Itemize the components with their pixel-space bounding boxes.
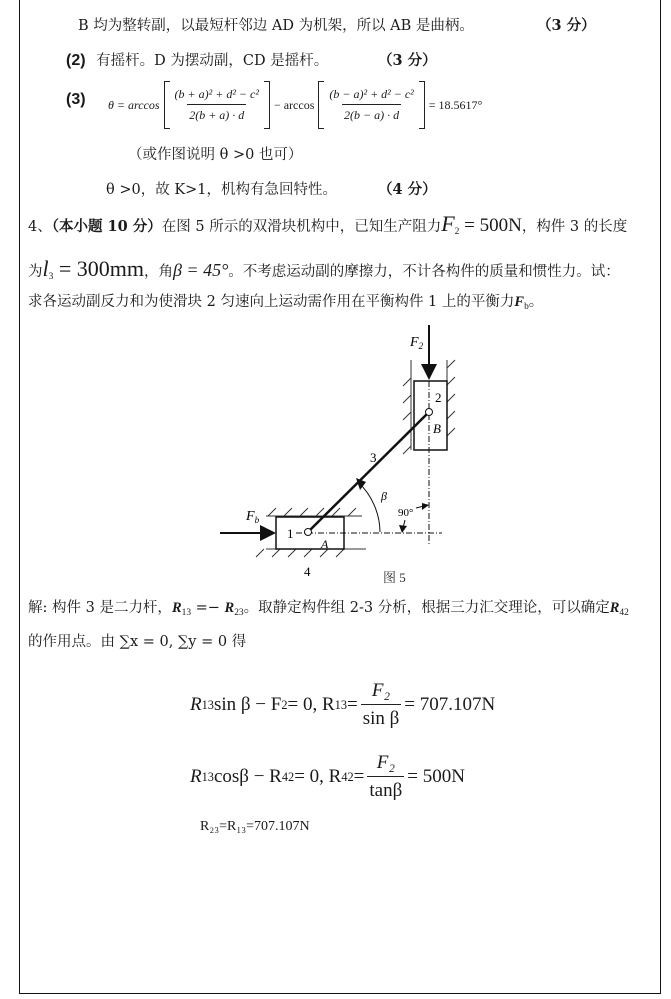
problem4-line3 <box>28 292 543 317</box>
solution-text: 。取静定构件组 2-3 分析，根据三力汇交理论，可以确定 <box>243 600 610 616</box>
reaction-r13: R <box>171 600 182 616</box>
solution-text: 解: 构件 3 是二力杆， <box>28 600 172 616</box>
label-slider-2: 2 <box>435 390 442 405</box>
joint-b <box>426 409 433 416</box>
bracket-left <box>164 81 170 129</box>
force-fb: F <box>514 294 525 310</box>
denominator-1: 2(b + a) · d <box>187 104 246 123</box>
problem-text: ，构件 3 的长度 <box>521 219 628 235</box>
fraction-1 <box>173 87 261 123</box>
theta-arccos: θ = arccos <box>108 97 160 112</box>
label-point-b: B <box>433 421 441 436</box>
eq-term: = 0, R <box>294 766 342 787</box>
text-line-rocker <box>66 51 328 71</box>
label-slider-1: 1 <box>287 526 294 541</box>
equation-1 <box>190 680 495 730</box>
reaction-r42: R <box>609 600 620 616</box>
problem-text: 。不考虑运动副的摩擦力，不计各构件的质量和惯性力。试： <box>228 264 620 280</box>
solution-line2: 的作用点。由 ∑x = 0, ∑y = 0 得 <box>28 634 247 650</box>
subscript: 3 <box>48 272 54 282</box>
numerator-2: (b − a)² + d² − c² <box>329 87 414 101</box>
solution-line1 <box>28 598 629 623</box>
joint-a <box>305 529 312 536</box>
subscript: 2 <box>454 227 460 237</box>
subscript: b <box>524 302 529 312</box>
bracket-right <box>264 81 270 129</box>
subscript: 2 <box>281 697 288 712</box>
equals-neg: =− <box>191 600 225 616</box>
denominator: tanβ <box>367 776 404 802</box>
numerator: F₂ <box>376 752 395 773</box>
bracket-right <box>419 81 425 129</box>
subscript: 13 <box>334 697 347 712</box>
force-f2: F <box>441 211 455 236</box>
r13-result: = 707.107N <box>404 694 496 715</box>
length-value: = 300mm <box>53 256 144 281</box>
item-number-2: (2) <box>66 52 86 69</box>
label-fb: $F_b$ <box>246 509 260 525</box>
label-f2: $F_2$ <box>410 335 424 351</box>
score-3-b: （3 分） <box>378 52 437 69</box>
r13: R <box>190 694 202 715</box>
eq-term: cosβ − R <box>213 766 282 787</box>
numerator-1: (b + a)² + d² − c² <box>174 87 259 101</box>
label-link-3: 3 <box>370 450 377 465</box>
equation-3: R₂₃=R₁₃=707.107N <box>200 819 310 834</box>
equals: = <box>353 766 365 787</box>
score-4: （4 分） <box>378 181 437 198</box>
crank-text: B 均为整转副，以最短杆邻边 AD 为机架，所以 AB 是曲柄。 <box>78 18 474 34</box>
item-number-3: (3) <box>66 91 86 108</box>
figure-5-diagram <box>200 320 480 590</box>
eq-term: = 0, R <box>287 694 335 715</box>
figure-caption: 图 5 <box>383 570 406 585</box>
minus-arccos: − arccos <box>273 97 315 112</box>
text-line-alt: （或作图说明 θ >0 也可） <box>128 147 303 163</box>
beta-arc <box>358 482 380 532</box>
period: 。 <box>528 294 544 310</box>
problem-text: 求各运动副反力和为使滑块 2 匀速向上运动需作用在平衡构件 1 上的平衡力 <box>28 294 515 310</box>
numerator: F₂ <box>371 680 391 701</box>
angle-beta: β = 45° <box>172 260 229 280</box>
subscript: 42 <box>619 608 629 618</box>
bracket-left <box>318 81 324 129</box>
reaction-r23: R <box>224 600 235 616</box>
problem-text: ，角 <box>143 264 173 280</box>
problem4-line2 <box>28 256 620 287</box>
denominator: sin β <box>361 704 402 730</box>
angle-arrow-icon <box>422 503 429 510</box>
length-l3: l <box>42 256 49 281</box>
problem-number: 4、 <box>28 219 52 235</box>
force-value: = 500N <box>459 215 522 236</box>
subscript: 23 <box>234 608 244 618</box>
fraction-f2-sin <box>361 680 402 730</box>
eq-term: sin β − F <box>213 694 282 715</box>
text-line-quick-return: θ >0，故 K>1，机构有急回特性。 <box>106 182 338 198</box>
subscript: 13 <box>181 608 192 618</box>
problem-text: 为 <box>28 264 43 280</box>
theta-formula <box>108 80 482 130</box>
problem-text: 在图 5 所示的双滑块机构中，已知生产阻力 <box>161 219 442 235</box>
subscript: 42 <box>341 769 354 784</box>
equals: = <box>346 694 358 715</box>
equation-2 <box>190 752 465 802</box>
theta-result: = 18.5617° <box>428 97 483 112</box>
r42-result: = 500N <box>407 766 465 787</box>
fraction-2 <box>327 87 415 123</box>
rocker-text: 有摇杆。D 为摆动副，CD 是摇杆。 <box>96 53 329 69</box>
denominator-2: 2(b − a) · d <box>342 104 401 123</box>
r13: R <box>190 766 202 787</box>
subscript: 13 <box>201 697 214 712</box>
problem-title: （本小题 10 分） <box>51 218 162 235</box>
text-line-crank <box>78 16 474 36</box>
label-ground-4: 4 <box>304 564 311 579</box>
problem4-line1 <box>28 211 628 242</box>
label-point-a: A <box>321 537 329 551</box>
fraction-f2-tan <box>367 752 404 802</box>
score-3-a: （3 分） <box>537 17 596 34</box>
subscript: 42 <box>281 769 295 784</box>
subscript: 13 <box>201 769 214 784</box>
label-90-deg: 90° <box>398 507 414 519</box>
angle-arrow-icon <box>399 525 407 533</box>
label-beta: β <box>381 489 387 503</box>
